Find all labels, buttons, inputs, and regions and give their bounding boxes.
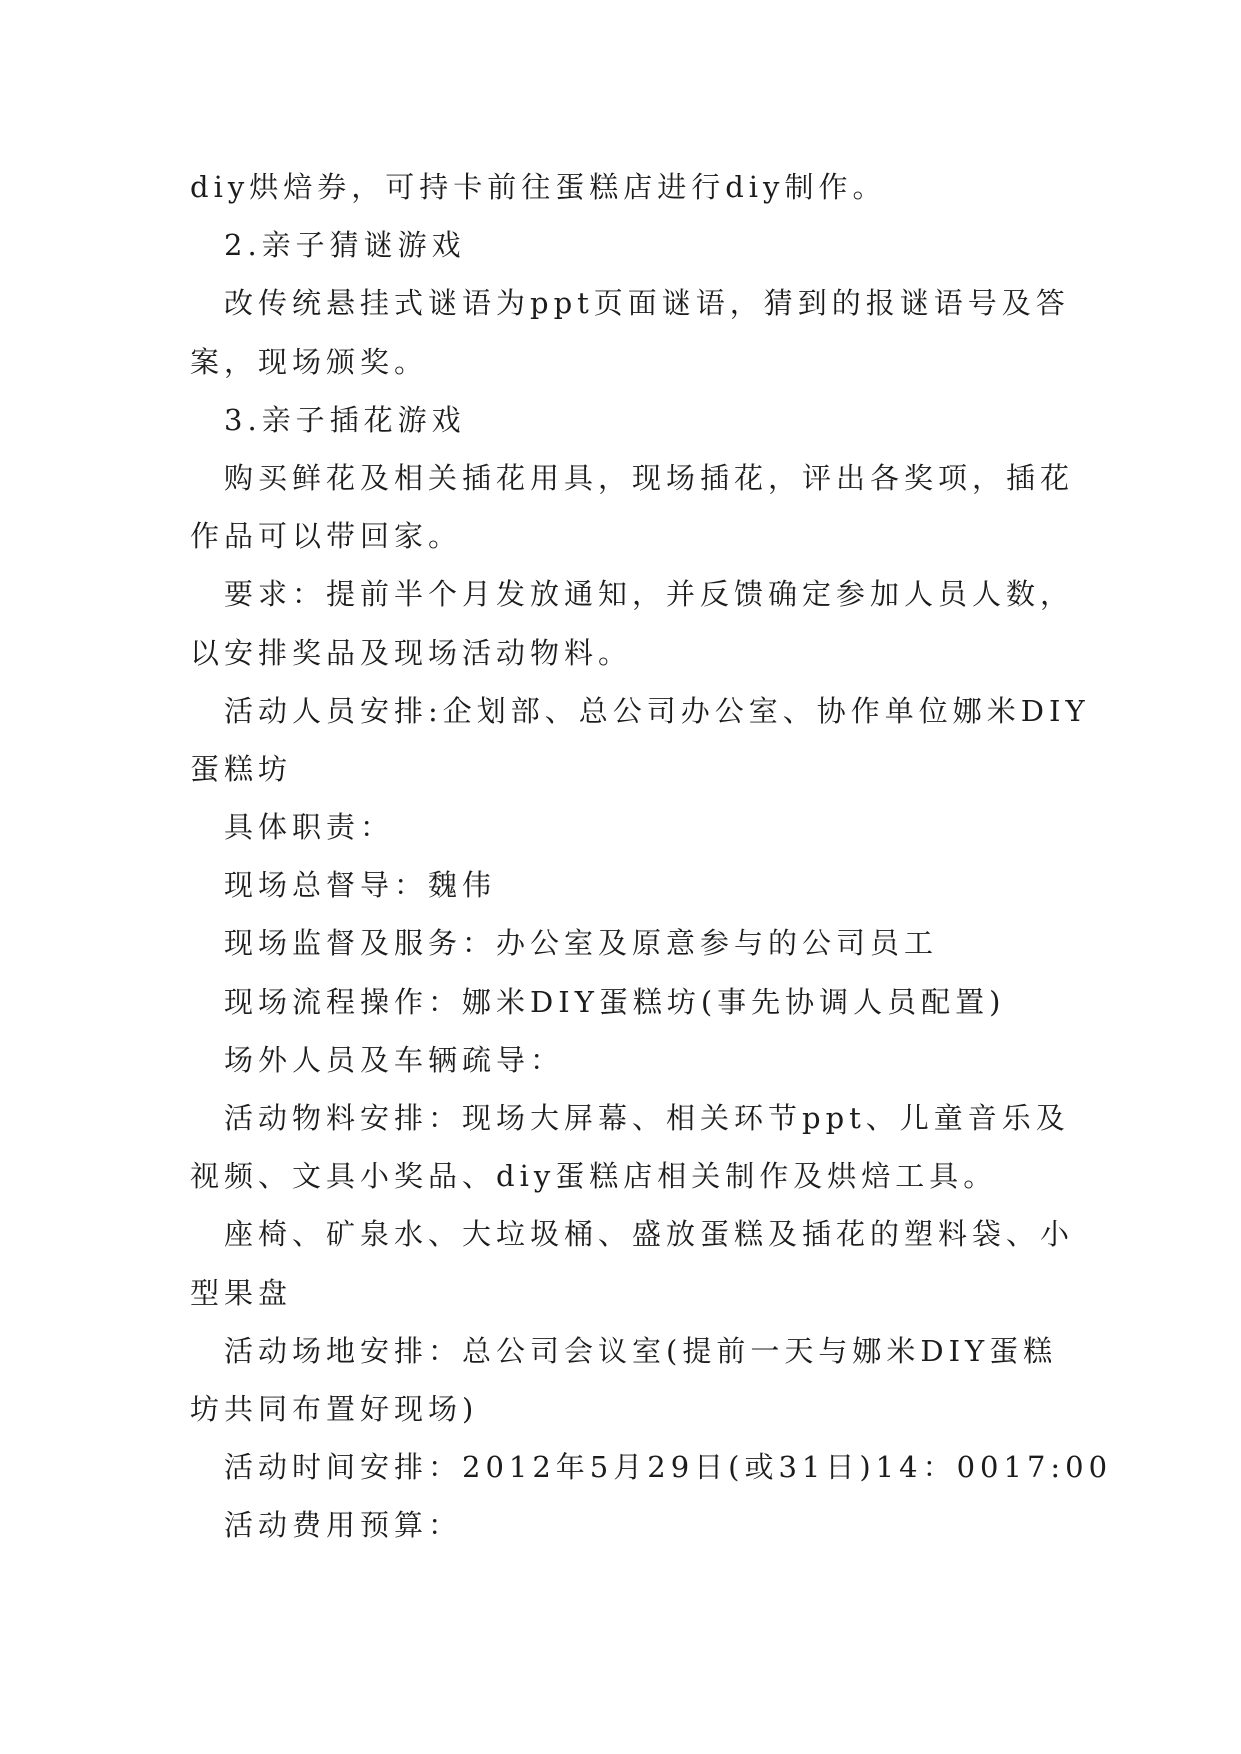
section-heading: 3.亲子插花游戏 bbox=[224, 402, 466, 437]
paragraph-line: 购买鲜花及相关插花用具，现场插花，评出各奖项，插花 bbox=[224, 460, 1075, 495]
paragraph-line: 具体职责： bbox=[224, 810, 395, 845]
paragraph-line: 坊共同布置好现场) bbox=[190, 1391, 479, 1426]
paragraph-line: 蛋糕坊 bbox=[190, 751, 293, 786]
paragraph-line: 作品可以带回家。 bbox=[190, 519, 463, 554]
paragraph-line: 现场监督及服务：办公室及原意参与的公司员工 bbox=[224, 926, 939, 961]
section-heading: 2.亲子猜谜游戏 bbox=[224, 228, 466, 263]
paragraph-line: 型果盘 bbox=[190, 1275, 293, 1310]
paragraph-line: 座椅、矿泉水、大垃圾桶、盛放蛋糕及插花的塑料袋、小 bbox=[224, 1217, 1075, 1252]
paragraph-line: 改传统悬挂式谜语为ppt页面谜语，猜到的报谜语号及答 bbox=[224, 286, 1070, 321]
paragraph-line: 现场总督导：魏伟 bbox=[224, 868, 497, 903]
paragraph-line: 活动人员安排:企划部、总公司办公室、协作单位娜米DIY bbox=[224, 693, 1090, 728]
paragraph-line: 场外人员及车辆疏导： bbox=[224, 1042, 565, 1077]
text-line: diy烘焙券，可持卡前往蛋糕店进行diy制作。 bbox=[190, 170, 887, 204]
paragraph-line: 要求：提前半个月发放通知，并反馈确定参加人员人数， bbox=[224, 577, 1075, 612]
paragraph-line: 现场流程操作：娜米DIY蛋糕坊(事先协调人员配置) bbox=[224, 984, 1006, 1019]
paragraph-line: 案，现场颁奖。 bbox=[190, 344, 429, 379]
paragraph-line: 以安排奖品及现场活动物料。 bbox=[190, 635, 633, 670]
paragraph-line: 视频、文具小奖品、diy蛋糕店相关制作及烘焙工具。 bbox=[190, 1159, 998, 1194]
paragraph-line: 活动场地安排：总公司会议室(提前一天与娜米DIY蛋糕 bbox=[224, 1333, 1058, 1368]
paragraph-line: 活动时间安排：2012年5月29日(或31日)14：0017:00 bbox=[224, 1450, 1113, 1485]
paragraph-line: 活动物料安排：现场大屏幕、相关环节ppt、儿童音乐及 bbox=[224, 1101, 1070, 1135]
document-body bbox=[190, 158, 1113, 1555]
paragraph-line: 活动费用预算： bbox=[224, 1508, 463, 1543]
